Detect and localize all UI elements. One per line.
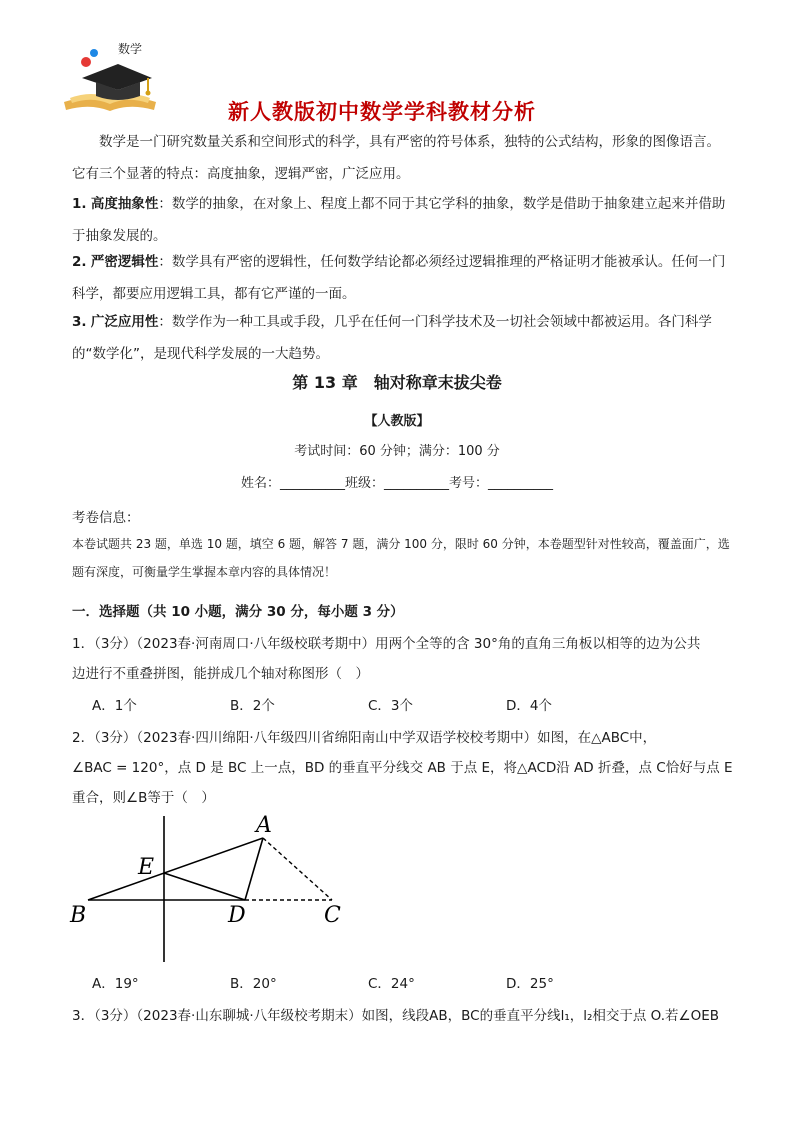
q1-options <box>92 694 644 714</box>
student-fields: 姓名：__________班级：__________考号：__________ <box>240 476 553 491</box>
label-b: B <box>70 903 87 928</box>
item-num: 1. <box>72 196 87 212</box>
info-label: 考卷信息： <box>72 510 140 526</box>
intro-item-3 <box>72 306 732 370</box>
logo <box>60 40 160 120</box>
option-c[interactable]: C．24° <box>368 976 415 992</box>
section-heading: 一．选择题（共 10 小题，满分 30 分，每小题 3 分） <box>72 604 404 620</box>
item-text: ：数学的抽象，在对象上、程度上都不同于其它学科的抽象，数学是借助于抽象建立起来并借助于抽象发展的。 <box>72 196 726 244</box>
info-text: 本卷试题共 23 题，单选 10 题，填空 6 题，解答 7 题，满分 100 分，限时 60 分钟，本卷题型针对性较高，覆盖面广，选题有深度，可衡量学生掌握本章内容的具体情况！ <box>72 537 730 579</box>
banner-title: 新人教版初中数学学科教材分析 <box>228 100 536 124</box>
q2-line1: 2．（3分）（2023春·四川绵阳·八年级四川省绵阳南山中学双语学校校考期中）如图，在△ABC中， <box>72 730 657 746</box>
intro-item-1 <box>72 188 732 252</box>
q1-line2: 边进行不重叠拼图，能拼成几个轴对称图形（ ） <box>72 666 369 682</box>
item-num: 3. <box>72 314 87 330</box>
triangle-figure <box>60 812 360 967</box>
item-label: 高度抽象性 <box>90 196 159 212</box>
option-d[interactable]: D．25° <box>506 976 554 992</box>
segment-ad <box>245 838 263 900</box>
label-d: D <box>228 903 246 928</box>
item-num: 2. <box>72 254 87 270</box>
item-text: ：数学作为一种工具或手段，几乎在任何一门科学技术及一切社会领域中都被运用。各门科学的“数学化”，是现代科学发展的一大趋势。 <box>72 314 712 362</box>
logo-text: 数学 <box>118 42 143 56</box>
item-text: ：数学具有严密的逻辑性，任何数学结论都必须经过逻辑推理的严格证明才能被承认。任何一门科学，都要应用逻辑工具，都有它严谨的一面。 <box>72 254 726 302</box>
segment-ba <box>88 838 263 900</box>
option-b[interactable]: B．20° <box>230 976 277 992</box>
option-a[interactable]: A．19° <box>92 976 139 992</box>
q2-line2: ∠BAC = 120°，点 D 是 BC 上一点，BD 的垂直平分线交 AB 于点 E，将△ACD沿 AD 折叠，点 C恰好与点 E <box>72 760 733 776</box>
option-c[interactable]: C．3个 <box>368 698 414 714</box>
q2-options <box>92 972 644 992</box>
chapter-title: 第 13 章 轴对称章末拔尖卷 <box>292 373 502 392</box>
q2-line3: 重合，则∠B等于（ ） <box>72 790 215 806</box>
label-e: E <box>138 855 155 880</box>
graduation-cap-icon <box>60 40 160 120</box>
time-score: 考试时间：60 分钟；满分：100 分 <box>294 444 500 459</box>
option-b[interactable]: B．2个 <box>230 698 275 714</box>
segment-ed <box>164 873 245 900</box>
q1-line1: 1．（3分）（2023春·河南周口·八年级校联考期中）用两个全等的含 30°角的直角三角板以相等的边为公共 <box>72 636 701 652</box>
q3-line1: 3．（3分）（2023春·山东聊城·八年级校考期末）如图，线段AB，BC的垂直平分线l₁，l₂相交于点 O.若∠OEB <box>72 1008 720 1024</box>
label-c: C <box>324 903 341 928</box>
option-d[interactable]: D．4个 <box>506 698 552 714</box>
label-a: A <box>256 813 272 838</box>
item-label: 广泛应用性 <box>90 314 159 330</box>
intro-paragraph: 数学是一门研究数量关系和空间形式的科学，具有严密的符号体系，独特的公式结构，形象的图像语言。它有三个显著的特点：高度抽象，逻辑严密，广泛应用。 <box>72 134 720 182</box>
option-a[interactable]: A．1个 <box>92 698 137 714</box>
segment-ac <box>263 838 332 900</box>
edition-label: 【人教版】 <box>364 414 430 429</box>
item-label: 严密逻辑性 <box>90 254 159 270</box>
intro-item-2 <box>72 246 732 310</box>
